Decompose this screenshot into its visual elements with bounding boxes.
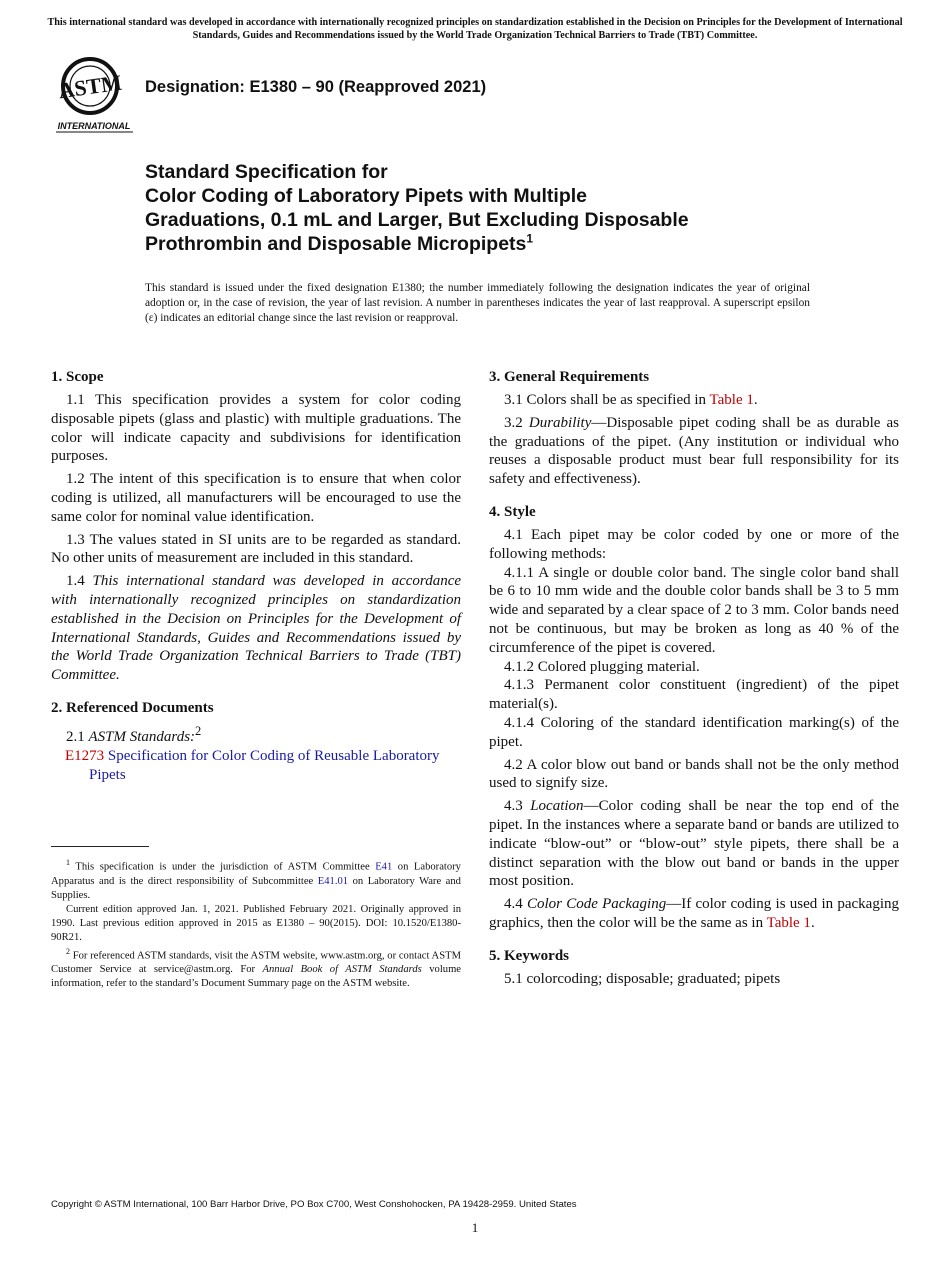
paragraph-text: —Color coding shall be near the top end of the pipet. In the instances where a separate band or bands are utilized to indicate “blow-out” or “blow-out” style pipets, there shall be a distinct separation with the blow out band or bands in the upper most position. [489,798,900,890]
table-1-link[interactable]: Table 1 [709,392,754,408]
footnote-edition: Current edition approved Jan. 1, 2021. Published February 2021. Originally approved in 1990. Last previous edition approved in 2015 as E1380 – 90(2015). DOI: 10.1520/E1380-90R21. [51,903,461,943]
subcommittee-link[interactable]: E41.01 [317,875,349,887]
footnote-text: volume information, refer to the standard’s Document Summary page on the ASTM website. [51,964,462,990]
paragraph-4-1-4: 4.1.4 Coloring of the standard identification marking(s) of the pipet. [489,714,899,750]
left-column [51,368,461,784]
paragraph-4-2: 4.2 A color blow out band or bands shall not be the only method used to signify size. [489,756,899,792]
footnote-mark: 2 [195,723,202,738]
paragraph-1-2: 1.2 The intent of this specification is to ensure that when color coding is utilized, all manufacturers will be encouraged to use the same color for nominal value identification. [51,471,461,525]
footnote-mark: 2 [66,946,70,956]
section-keywords [489,947,899,989]
paragraph-3-1: 3.1 Colors shall be as specified in Table 1. [504,392,758,408]
title-line-1: Standard Specification for [145,161,388,183]
section-style [489,503,899,933]
paragraph-2-1 [51,722,461,747]
page-number: 1 [471,1220,479,1235]
section-general-requirements [489,368,899,489]
paragraph-1-4 [51,572,461,685]
section-scope [51,368,461,685]
section-heading: 5. Keywords [489,947,569,964]
section-heading: 1. Scope [51,369,104,385]
paragraph-number: 3.2 [504,414,523,431]
title-footnote-mark: 1 [526,231,534,246]
reference-code-link[interactable]: E1273 [65,747,105,764]
paragraph-3-2 [489,414,899,489]
paragraph-1-3: 1.3 The values stated in SI units are to be regarded as standard. No other units of measurement are included in this standard. [51,531,461,567]
section-heading: 4. Style [489,503,536,520]
title-line-4: Prothrombin and Disposable Micropipets [145,233,527,255]
section-heading: 2. Referenced Documents [51,699,214,716]
title-line-3: Graduations, 0.1 mL and Larger, But Excluding Disposable [145,209,689,231]
footnote-italic: Annual Book of ASTM Standards [262,964,422,976]
committee-link[interactable]: E41 [375,861,393,873]
astm-logo [53,56,135,134]
paragraph-text: This international standard was developed in accordance with internationally recognized principles on standardization established in the Decision on Principles for the Development of International Standards, Guides and Recommendations issued by the World Trade Organization Technical Barriers to Trade (TBT) Committee. [51,573,462,684]
issuance-note: This standard is issued under the fixed designation E1380; the number immediately following the designation indicates the year of original adoption or, in the case of revision, the year of last revision. A number in parentheses indicates the year of last reapproval. A superscript epsilon (ε) indicates an editorial change since the last revision or reapproval. [145,282,810,324]
tbt-notice: This international standard was developed in accordance with internationally recognized principles on standardization established in the Decision on Principles for the Development of International Standards, Guides and Recommendations issued by the World Trade Organization Technical Barriers to Trade (TBT) Committee. [47,17,903,41]
section-heading: 3. General Requirements [489,369,650,385]
paragraph-term: Location [530,798,584,815]
footnote-rule [51,846,149,847]
footnotes [51,856,461,991]
paragraph-4-1-3: 4.1.3 Permanent color constituent (ingredient) of the pipet material(s). [489,677,899,713]
paragraph-4-3 [489,797,899,891]
logo-subtext: INTERNATIONAL [57,121,131,131]
footnote-mark: 1 [66,858,70,867]
paragraph-text: 3.1 Colors shall be as specified in [504,392,707,408]
copyright: Copyright © ASTM International, 100 Barr Harbor Drive, PO Box C700, West Conshohocken, PA 19428-2959. United States [51,1199,577,1210]
paragraph-term: Durability [528,414,592,431]
reference-title-link[interactable]: Specification for Color Coding of Reusable Laboratory Pipets [89,747,440,783]
paragraph-4-1-2: 4.1.2 Colored plugging material. [504,658,700,675]
paragraph-4-1: 4.1 Each pipet may be color coded by one or more of the following methods: [489,526,899,562]
footnote-text: on Laboratory Ware and Supplies. [51,875,461,901]
section-referenced-documents [51,699,461,784]
paragraph-4-1-1: 4.1.1 A single or double color band. The single color band shall be 6 to 10 mm wide and the double color bands shall be 3 to 5 mm wide and separated by a clear space of 2 to 3 mm. Color bands need not be continuous, but may be broken as long as 40 % of the circumference of the pipet is covered. [489,564,899,656]
title-line-2: Color Coding of Laboratory Pipets with Multiple [145,185,587,207]
footnote-text: For referenced ASTM standards, visit the ASTM website, www.astm.org, or contact ASTM Customer Service at service@astm.org. For [51,950,461,976]
table-1-link[interactable]: Table 1 [766,914,811,931]
paragraph-1-1: 1.1 This specification provides a system for color coding disposable pipets (glass and plastic) with multiple graduations. The color will indicate capacity and subdivisions for identification purposes. [51,392,461,465]
paragraph-5-1: 5.1 colorcoding; disposable; graduated; pipets [504,970,781,987]
footnote-text: This specification is under the jurisdiction of ASTM Committee [75,861,370,873]
designation: Designation: E1380 – 90 (Reapproved 2021) [145,78,487,96]
paragraph-number: 4.4 [504,896,523,913]
footnote-text: on Laboratory Apparatus and is the direct responsibility of Subcommittee [51,861,461,887]
logo-text: ASTM [56,69,124,104]
paragraph-term: Color Code Packaging [526,896,667,913]
reference-entry [51,747,461,785]
paragraph-4-4: 4.4 Color Code Packaging—If color coding is used in packaging graphics, then the color will be the same as in Table 1. [489,896,899,931]
paragraph-text: —Disposable pipet coding shall be as durable as the graduations of the pipet. (Any institution or individual who reuses a disposable product must bear full responsibility for its safety and effectiveness). [489,414,900,488]
paragraph-text: ASTM Standards: [88,728,196,745]
footnote-1 [51,856,461,903]
paragraph-text: —If color coding is used in packaging graphics, then the color will be the same as in [489,896,899,931]
paragraph-number: 4.3 [504,798,523,815]
footnote-2 [51,945,461,992]
paragraph-number: 2.1 [66,728,85,745]
right-column [489,368,899,993]
document-title [145,160,845,256]
paragraph-number: 1.4 [66,573,85,590]
